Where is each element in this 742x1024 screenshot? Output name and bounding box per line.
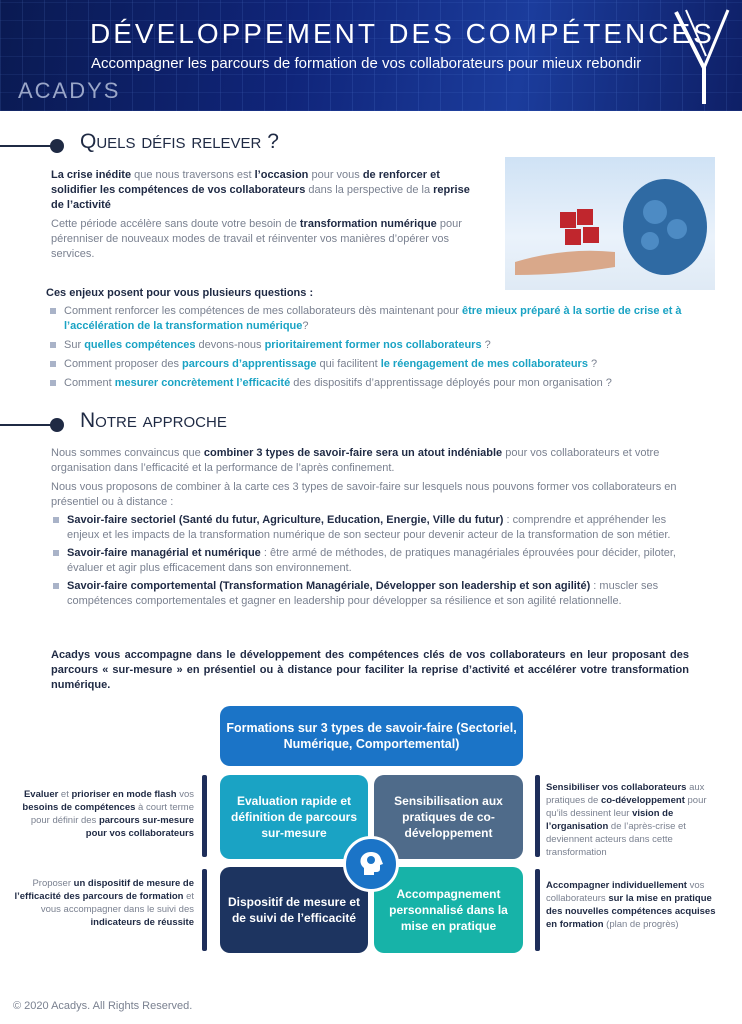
intro-paragraph: [51, 168, 476, 213]
acadys-logo: ACADYS: [18, 78, 121, 103]
section-title: Notre approche: [80, 409, 227, 432]
text-run: Comment proposer des: [64, 358, 182, 370]
evaluation-box: Evaluation rapide et définition de parcours sur-mesure: [220, 775, 368, 859]
section-title: Quels défis relever ?: [80, 130, 279, 153]
text-run: transformation numérique: [299, 218, 437, 230]
question-item: [48, 357, 712, 372]
right-top-annotation: [546, 781, 726, 859]
text-run: reprise de l’activité: [51, 184, 470, 211]
text-run: Nous sommes convaincus que: [51, 447, 204, 459]
text-run: Proposer: [32, 878, 74, 889]
left-bottom-divider: [202, 869, 207, 951]
left-bottom-annotation: [8, 877, 194, 929]
text-run: besoins de compétences: [22, 802, 136, 813]
text-run: combiner 3 types de savoir-faire sera un atout indéniable: [203, 447, 503, 459]
question-item: [48, 376, 712, 391]
text-run: Savoir-faire managérial et numérique: [67, 547, 261, 559]
text-run: un dispositif de mesure de l’efficacité des parcours de formation: [14, 878, 194, 902]
text-run: ?: [587, 358, 598, 370]
right-top-divider: [535, 775, 540, 857]
text-run: pour vous: [308, 169, 363, 181]
text-run: parcours sur-mesure pour vos collaborateurs: [85, 815, 194, 839]
text-run: Comment: [64, 377, 115, 389]
text-run: et: [58, 789, 72, 800]
question-item: [48, 338, 712, 353]
text-run: Sensibiliser vos collaborateurs: [546, 782, 687, 793]
text-run: Evaluer: [23, 789, 59, 800]
heading-dot: [50, 139, 64, 153]
text-run: pour qu’ils dessinent leur: [546, 795, 707, 819]
y-logo-icon: [674, 8, 730, 108]
text-run: l’occasion: [254, 169, 309, 181]
text-run: (plan de progrès): [603, 919, 679, 930]
heading-line: [0, 424, 52, 426]
text-run: : comprendre et appréhender les enjeux et les impacts de la transformation numérique de son secteur pour devenir acteur de la transformation de son métier.: [67, 514, 671, 541]
left-top-annotation: [8, 788, 194, 840]
left-top-divider: [202, 775, 207, 857]
text-run: Comment renforcer les compétences de mes collaborateurs dès maintenant pour: [64, 305, 463, 317]
text-run: indicateurs de réussite: [90, 917, 194, 928]
question-item: [48, 304, 712, 334]
formations-box: Formations sur 3 types de savoir-faire (Sectoriel, Numérique, Comportemental): [220, 706, 523, 766]
dispositif-box: Dispositif de mesure et de suivi de l’efficacité: [220, 867, 368, 953]
accompagnement-box: Accompagnement personnalisé dans la mise en pratique: [374, 867, 523, 953]
text-run: des dispositifs d’apprentissage déployés pour mon organisation ?: [290, 377, 612, 389]
text-run: prioritairement former nos collaborateurs: [264, 339, 482, 351]
text-run: vos collaborateurs: [546, 880, 705, 904]
text-run: Sur: [64, 339, 85, 351]
sensibilisation-box: Sensibilisation aux pratiques de co-développement: [374, 775, 523, 859]
text-run: ?: [481, 339, 491, 351]
text-run: et vous accompagner dans le suivi des: [40, 891, 194, 915]
text-run: qui facilitent: [316, 358, 381, 370]
conclusion-paragraph: Acadys vous accompagne dans le développement des compétences clés de vos collaborateurs en leur proposant des parcours « sur-mesure » en présentiel ou à distance pour faciliter la reprise d’activité et accélérer votre transformation numérique.: [51, 649, 689, 691]
approach-paragraph: [51, 446, 689, 476]
text-run: devons-nous: [195, 339, 265, 351]
section-heading-approach: [0, 409, 400, 439]
questions-list: [48, 304, 712, 395]
transformation-paragraph: [51, 217, 476, 262]
text-run: co-développement: [600, 795, 685, 806]
text-run: dans la perspective de la: [305, 184, 434, 196]
text-run: être mieux préparé à la sortie de crise et à l’accélération de la transformation numérique: [64, 305, 682, 332]
section-heading-challenges: [0, 130, 400, 160]
puzzle-hand-illustration: [505, 157, 715, 290]
savoir-faire-item: [51, 579, 689, 609]
text-run: sur la mise en pratique des nouvelles compétences acquises en formation: [546, 893, 716, 930]
text-run: pour vos collaborateurs et votre organisation dans l’efficacité et la performance de l’après confinement.: [51, 447, 660, 474]
text-run: La crise inédite: [51, 169, 132, 181]
text-run: Savoir-faire comportemental (Transformation Managériale, Développer son leadership et son agilité): [67, 580, 591, 592]
right-bottom-annotation: [546, 879, 726, 931]
text-run: Savoir-faire sectoriel (Santé du futur, Agriculture, Education, Energie, Ville du futur): [67, 514, 504, 526]
heading-line: [0, 145, 52, 147]
text-run: de l’après-crise et deviennent acteurs dans cette transformation: [546, 821, 686, 858]
text-run: vision de l’organisation: [546, 808, 674, 832]
page-title: DÉVELOPPEMENT DES COMPÉTENCES: [90, 18, 715, 49]
text-run: Cette période accélère sans doute votre besoin de: [51, 218, 300, 230]
text-run: que nous traversons est: [131, 169, 255, 181]
text-run: : être armé de méthodes, de pratiques managériales éprouvées pour décider, piloter, évaluer et agir plus efficacement dans son environnement.: [67, 547, 676, 574]
text-run: quelles compétences: [84, 339, 196, 351]
text-run: pour pérenniser de nouveaux modes de travail et réinventer vos manières d’opérer vos services.: [51, 218, 462, 260]
savoir-intro-paragraph: Nous vous proposons de combiner à la carte ces 3 types de savoir-faire sur lesquels nous pouvons former vos collaborateurs en présentiel ou à distance :: [51, 481, 677, 508]
header-banner: [0, 0, 742, 111]
text-run: ?: [302, 320, 309, 332]
copyright-footer: © 2020 Acadys. All Rights Reserved.: [13, 1000, 193, 1012]
text-run: vos: [176, 789, 194, 800]
text-run: à court terme pour définir des: [30, 802, 194, 826]
brain-head-icon: [343, 836, 399, 892]
text-run: prioriser en mode flash: [71, 789, 177, 800]
text-run: parcours d’apprentissage: [182, 358, 317, 370]
text-run: mesurer concrètement l’efficacité: [114, 377, 291, 389]
text-run: de renforcer et solidifier les compétences de vos collaborateurs: [51, 169, 440, 196]
questions-intro: Ces enjeux posent pour vous plusieurs questions :: [46, 287, 314, 299]
savoir-faire-item: [51, 546, 689, 576]
savoir-faire-list: [51, 513, 689, 613]
text-run: aux pratiques de: [546, 782, 705, 806]
right-bottom-divider: [535, 869, 540, 951]
savoir-faire-item: [51, 513, 689, 543]
text-run: : muscler ses compétences comportementales et gagner en leadership pour développer sa résilience et son agilité relationnelle.: [67, 580, 659, 607]
text-run: le réengagement de mes collaborateurs: [380, 358, 588, 370]
page-subtitle: Accompagner les parcours de formation de vos collaborateurs pour mieux rebondir: [91, 55, 642, 72]
text-run: Accompagner individuellement: [546, 880, 687, 891]
heading-dot: [50, 418, 64, 432]
